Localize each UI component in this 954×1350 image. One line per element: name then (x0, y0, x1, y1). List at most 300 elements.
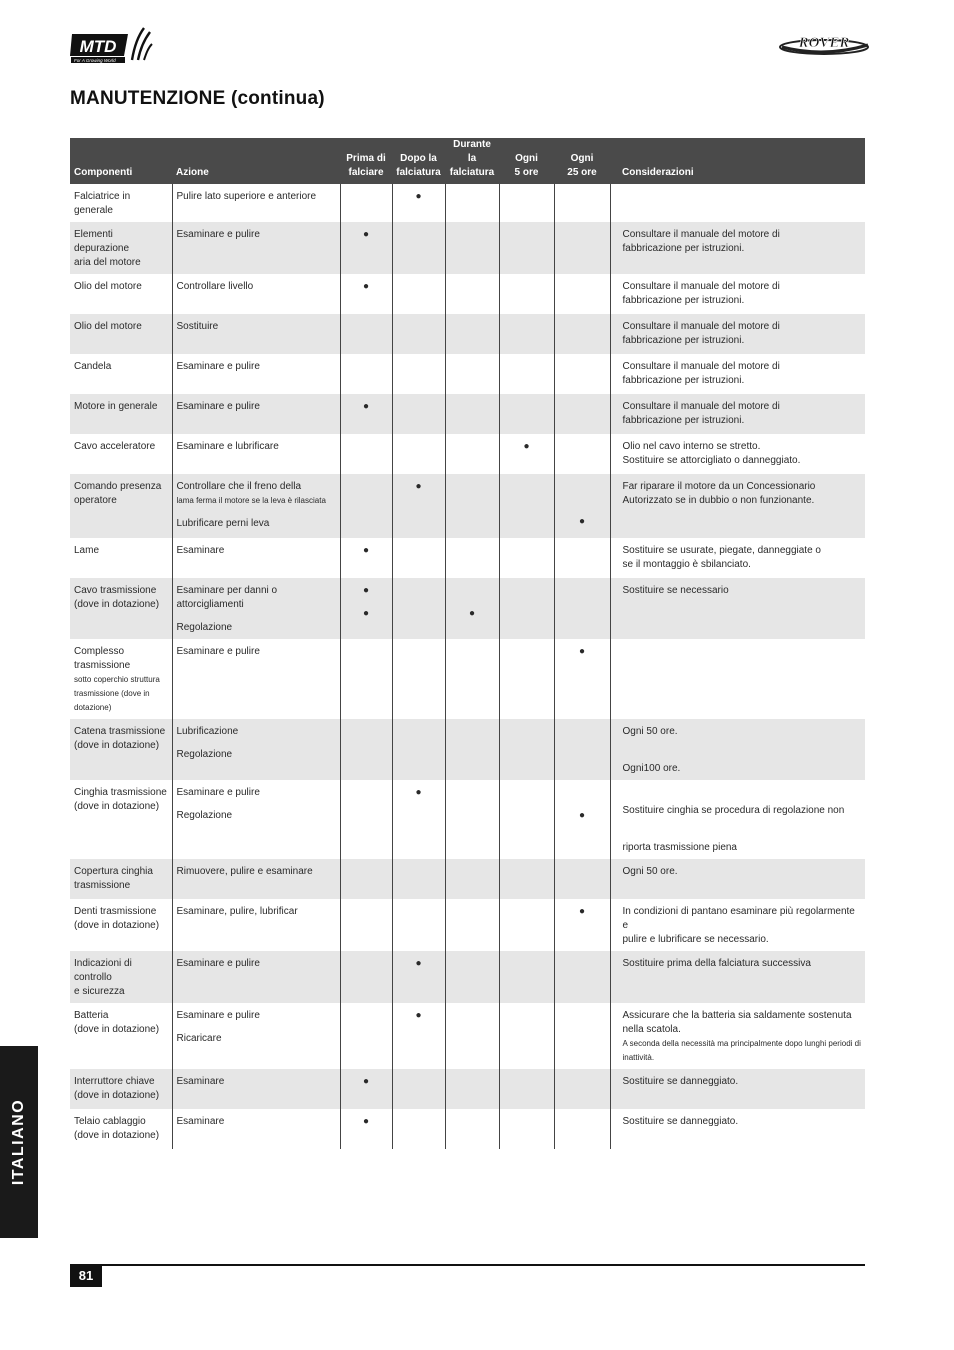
cell-interval (554, 184, 610, 222)
maintenance-table (70, 138, 865, 1149)
header-azione (172, 138, 340, 184)
dot-slot (555, 905, 610, 919)
cell-action (172, 780, 340, 859)
dot-slot (446, 320, 499, 334)
action-text: Esaminare e pulire (176, 1010, 260, 1021)
dot-slot (500, 544, 554, 558)
cell-interval (554, 1003, 610, 1069)
cell-considerazioni (610, 719, 865, 780)
cell-component (70, 1003, 172, 1069)
header-considerazioni (610, 138, 865, 184)
cell-interval (499, 1069, 554, 1109)
dot-slot (500, 786, 554, 800)
dot-slot (555, 1009, 610, 1023)
dot-slot (500, 190, 554, 204)
dot-slot (341, 748, 392, 762)
note-gap (623, 739, 862, 748)
cell-interval (445, 274, 499, 314)
action-text: Esaminare (176, 1116, 225, 1127)
dot-slot (393, 515, 445, 529)
table-row (70, 394, 865, 434)
schedule-dot: ● (578, 810, 586, 821)
note-line: Sostituire se danneggiato. (622, 1116, 739, 1127)
dot-slot (341, 645, 392, 659)
table-row (70, 639, 865, 719)
dot-slot (341, 584, 392, 598)
dot-slot (446, 544, 499, 558)
dot-slot (393, 865, 445, 879)
mtd-logo-text: MTD (79, 37, 117, 56)
cell-interval (392, 899, 445, 951)
language-tab-label: ITALIANO (10, 1098, 27, 1186)
action-item (177, 280, 336, 294)
dot-slot (446, 725, 499, 739)
dot-gap (341, 506, 392, 515)
cell-considerazioni (610, 474, 865, 538)
cell-component (70, 394, 172, 434)
note-line: se il montaggio è sbilanciato. (622, 559, 751, 570)
component-line: Cavo acceleratore (74, 441, 156, 452)
note-line: fabbricazione per istruzioni. (622, 295, 745, 306)
dot-slot (341, 865, 392, 879)
action-item (177, 1032, 336, 1046)
cell-interval (340, 1003, 392, 1069)
cell-interval (499, 578, 554, 639)
cell-considerazioni (610, 184, 865, 222)
cell-component (70, 434, 172, 474)
schedule-dot: ● (468, 608, 476, 619)
schedule-dot: ● (362, 281, 370, 292)
cell-interval (554, 434, 610, 474)
action-subtext: lama ferma il motore se la leva è rilasciata (176, 496, 326, 505)
dot-slot (446, 190, 499, 204)
dot-slot (555, 809, 610, 823)
dot-slot (393, 1115, 445, 1129)
dot-gap (341, 1023, 392, 1032)
dot-slot (393, 905, 445, 919)
component-line: Indicazioni di controllo (74, 958, 132, 983)
table-row (70, 951, 865, 1003)
dot-slot (555, 584, 610, 598)
dot-gap (446, 800, 499, 809)
action-text: Esaminare e pulire (176, 646, 260, 657)
dot-slot (393, 584, 445, 598)
cell-component (70, 354, 172, 394)
action-text: Lubrificare perni leva (176, 518, 270, 529)
component-line: Cinghia trasmissione (74, 787, 167, 798)
dot-gap (555, 1023, 610, 1032)
dot-gap (555, 800, 610, 809)
action-gap (177, 739, 336, 748)
dot-slot (446, 607, 499, 621)
dot-slot (555, 320, 610, 334)
dot-slot (555, 190, 610, 204)
table-row (70, 274, 865, 314)
cell-interval (340, 538, 392, 578)
action-item (177, 360, 336, 374)
dot-slot (555, 228, 610, 242)
cell-interval (499, 354, 554, 394)
action-item (177, 748, 336, 762)
dot-slot (500, 748, 554, 762)
cell-interval (445, 354, 499, 394)
cell-action (172, 222, 340, 274)
cell-considerazioni (610, 951, 865, 1003)
table-row (70, 314, 865, 354)
action-text: Ricaricare (176, 1033, 222, 1044)
dot-slot (446, 440, 499, 454)
dot-slot (555, 1115, 610, 1129)
dot-slot (446, 809, 499, 823)
cell-interval (445, 1109, 499, 1149)
cell-interval (445, 780, 499, 859)
dot-slot (341, 957, 392, 971)
cell-component (70, 1109, 172, 1149)
note-line: pulire e lubrificare se necessario. (622, 934, 769, 945)
action-item (177, 809, 336, 823)
schedule-dot: ● (362, 229, 370, 240)
note-line: Consultare il manuale del motore di (622, 229, 780, 240)
cell-interval (499, 859, 554, 899)
cell-interval (445, 899, 499, 951)
dot-slot (446, 786, 499, 800)
component-line: Motore in generale (74, 401, 158, 412)
dot-slot (341, 515, 392, 529)
dot-slot (555, 725, 610, 739)
header-label: Prima di (346, 153, 386, 164)
dot-slot (555, 544, 610, 558)
dot-slot (341, 440, 392, 454)
component-line: trasmissione (dove in dotazione) (74, 689, 150, 712)
cell-component (70, 314, 172, 354)
cell-component (70, 578, 172, 639)
dot-slot (555, 865, 610, 879)
dot-gap (393, 1023, 445, 1032)
cell-interval (340, 578, 392, 639)
cell-action (172, 434, 340, 474)
dot-slot (555, 515, 610, 529)
header-componenti (70, 138, 172, 184)
cell-interval (499, 434, 554, 474)
schedule-dot: ● (362, 1116, 370, 1127)
cell-interval (445, 394, 499, 434)
cell-action (172, 394, 340, 434)
header-label: falciare (348, 167, 384, 178)
cell-action (172, 859, 340, 899)
header-label: 5 ore (514, 167, 539, 178)
dot-slot (500, 584, 554, 598)
schedule-dot: ● (523, 441, 530, 452)
dot-slot (341, 190, 392, 204)
action-text: Esaminare, pulire, lubrificar (176, 906, 298, 917)
dot-slot (393, 228, 445, 242)
dot-slot (341, 400, 392, 414)
cell-interval (392, 394, 445, 434)
dot-slot (500, 480, 554, 506)
action-text: Regolazione (176, 749, 233, 760)
cell-component (70, 184, 172, 222)
note-line: Sostituire se usurate, piegate, danneggiate o (622, 545, 821, 556)
cell-interval (392, 222, 445, 274)
note-line: Consultare il manuale del motore di (622, 401, 780, 412)
cell-interval (340, 639, 392, 719)
dot-slot (393, 1075, 445, 1089)
table-row (70, 1069, 865, 1109)
action-text: Esaminare (176, 545, 225, 556)
dot-gap (555, 739, 610, 748)
cell-interval (340, 274, 392, 314)
action-text: Regolazione (176, 810, 233, 821)
dot-slot (446, 748, 499, 762)
table-row (70, 184, 865, 222)
page-title (70, 88, 325, 110)
dot-slot (500, 645, 554, 659)
dot-slot (393, 645, 445, 659)
action-item (177, 1075, 336, 1089)
dot-slot (500, 440, 554, 454)
cell-interval (340, 354, 392, 394)
cell-interval (392, 354, 445, 394)
cell-interval (554, 899, 610, 951)
note-line: Sostituire se attorcigliato o danneggiato. (622, 455, 801, 466)
cell-interval (340, 434, 392, 474)
cell-interval (499, 780, 554, 859)
header-label: Ogni (515, 153, 538, 164)
cell-interval (554, 274, 610, 314)
cell-interval (499, 222, 554, 274)
dot-slot (393, 400, 445, 414)
schedule-dot: ● (362, 1076, 370, 1087)
dot-slot (341, 905, 392, 919)
header-label: Dopo la (400, 153, 437, 164)
component-line: Batteria (74, 1010, 109, 1021)
schedule-dot: ● (362, 608, 370, 619)
schedule-dot: ● (362, 585, 370, 596)
action-text: Esaminare e pulire (176, 958, 260, 969)
cell-action (172, 899, 340, 951)
note-line: Sostituire se necessario (622, 585, 729, 596)
dot-slot (393, 190, 445, 204)
language-tab (0, 1046, 38, 1238)
dot-slot (341, 725, 392, 739)
action-item (177, 865, 336, 879)
cell-considerazioni (610, 434, 865, 474)
schedule-dot: ● (415, 1010, 422, 1021)
cell-interval (392, 1003, 445, 1069)
schedule-dot: ● (362, 545, 370, 556)
action-gap (177, 1023, 336, 1032)
cell-interval (392, 434, 445, 474)
cell-action (172, 1069, 340, 1109)
dot-slot (446, 280, 499, 294)
component-line: Interruttore chiave (74, 1076, 155, 1087)
schedule-dot: ● (415, 481, 422, 492)
cell-interval (392, 859, 445, 899)
page-title-suffix: (continua) (230, 88, 325, 109)
page-title-main: MANUTENZIONE (70, 88, 226, 109)
cell-interval (392, 578, 445, 639)
dot-gap (341, 598, 392, 607)
cell-action (172, 951, 340, 1003)
cell-interval (392, 1109, 445, 1149)
rover-logo-text: ROVER (798, 35, 850, 51)
component-line: (dove in dotazione) (74, 599, 160, 610)
cell-interval (499, 274, 554, 314)
note-line: Far riparare il motore da un Concessionario (622, 481, 816, 492)
cell-interval (340, 899, 392, 951)
cell-interval (499, 314, 554, 354)
dot-slot (393, 1032, 445, 1046)
dot-slot (393, 809, 445, 823)
dot-slot (341, 280, 392, 294)
action-item (177, 1009, 336, 1023)
cell-component (70, 538, 172, 578)
action-item (177, 517, 336, 531)
dot-slot (500, 1075, 554, 1089)
component-line: Copertura cinghia (74, 866, 153, 877)
dot-slot (446, 645, 499, 659)
component-line: (dove in dotazione) (74, 740, 160, 751)
dot-slot (446, 228, 499, 242)
dot-slot (500, 1115, 554, 1129)
cell-interval (554, 222, 610, 274)
cell-interval (554, 1109, 610, 1149)
header-label: falciatura (396, 167, 441, 178)
cell-interval (554, 639, 610, 719)
cell-interval (499, 1109, 554, 1149)
table-header (70, 138, 865, 184)
cell-interval (392, 639, 445, 719)
dot-slot (393, 607, 445, 621)
action-item (177, 645, 336, 659)
dot-slot (555, 748, 610, 762)
component-line: (dove in dotazione) (74, 1130, 160, 1141)
dot-gap (446, 1023, 499, 1032)
cell-considerazioni (610, 899, 865, 951)
cell-interval (445, 1003, 499, 1069)
dot-slot (341, 1075, 392, 1089)
action-text: Esaminare (176, 1076, 225, 1087)
action-text: Esaminare e pulire (176, 361, 260, 372)
cell-interval (392, 780, 445, 859)
cell-action (172, 314, 340, 354)
dot-gap (555, 598, 610, 607)
cell-interval (554, 578, 610, 639)
dot-slot (341, 1009, 392, 1023)
table-row (70, 1003, 865, 1069)
header-label: Componenti (74, 167, 133, 178)
cell-considerazioni (610, 354, 865, 394)
action-text: Esaminare e lubrificare (176, 441, 279, 452)
cell-interval (499, 474, 554, 538)
dot-gap (393, 739, 445, 748)
action-gap (177, 612, 336, 621)
component-line: Cavo trasmissione (74, 585, 157, 596)
cell-interval (392, 274, 445, 314)
component-line: Elementi depurazione (74, 229, 130, 254)
schedule-dot: ● (362, 401, 370, 412)
component-line: Falciatrice in generale (74, 191, 131, 216)
schedule-dot: ● (415, 787, 422, 798)
schedule-dot: ● (578, 646, 586, 657)
header-label: Durante la (453, 139, 491, 164)
cell-interval (554, 780, 610, 859)
dot-slot (500, 957, 554, 971)
cell-interval (499, 719, 554, 780)
cell-interval (499, 899, 554, 951)
note-line: Sostituire prima della falciatura successiva (622, 958, 811, 969)
action-text: Rimuovere, pulire e esaminare (176, 866, 313, 877)
header-label: Considerazioni (622, 167, 694, 178)
action-gap (177, 800, 336, 809)
page-number: 81 (70, 1265, 102, 1287)
cell-interval (554, 538, 610, 578)
cell-action (172, 719, 340, 780)
dot-slot (341, 360, 392, 374)
dot-slot (341, 320, 392, 334)
action-text: Esaminare e pulire (176, 229, 260, 240)
dot-slot (446, 1075, 499, 1089)
dot-slot (555, 786, 610, 800)
dot-slot (555, 480, 610, 506)
dot-gap (341, 739, 392, 748)
dot-slot (341, 809, 392, 823)
rover-logo (778, 28, 874, 58)
header-ogni-25-ore (554, 138, 610, 184)
table-row (70, 354, 865, 394)
dot-slot (393, 280, 445, 294)
action-item (177, 190, 336, 204)
action-item (177, 400, 336, 414)
cell-interval (445, 719, 499, 780)
dot-slot (446, 865, 499, 879)
note-line: Consultare il manuale del motore di (622, 321, 780, 332)
cell-interval (392, 314, 445, 354)
cell-interval (554, 719, 610, 780)
cell-interval (445, 314, 499, 354)
schedule-dot: ● (415, 958, 422, 969)
cell-interval (554, 1069, 610, 1109)
dot-slot (446, 905, 499, 919)
table-row (70, 859, 865, 899)
table-row (70, 434, 865, 474)
cell-interval (340, 314, 392, 354)
action-text: Esaminare e pulire (176, 787, 260, 798)
component-line: sotto coperchio struttura (74, 675, 160, 684)
dot-slot (555, 360, 610, 374)
component-line: Candela (74, 361, 112, 372)
action-item (177, 905, 336, 919)
dot-slot (446, 515, 499, 529)
dot-slot (500, 725, 554, 739)
note-line: Ogni 50 ore. (622, 726, 678, 737)
note-line: Ogni 50 ore. (622, 866, 678, 877)
dot-slot (446, 584, 499, 598)
cell-component (70, 780, 172, 859)
component-line: operatore (74, 495, 117, 506)
cell-component (70, 1069, 172, 1109)
dot-slot (555, 607, 610, 621)
dot-slot (446, 400, 499, 414)
header-durante-la-falciatura (445, 138, 499, 184)
cell-interval (340, 951, 392, 1003)
cell-interval (499, 184, 554, 222)
dot-slot (500, 607, 554, 621)
dot-slot (341, 480, 392, 506)
cell-considerazioni (610, 639, 865, 719)
cell-considerazioni (610, 274, 865, 314)
action-item (177, 320, 336, 334)
